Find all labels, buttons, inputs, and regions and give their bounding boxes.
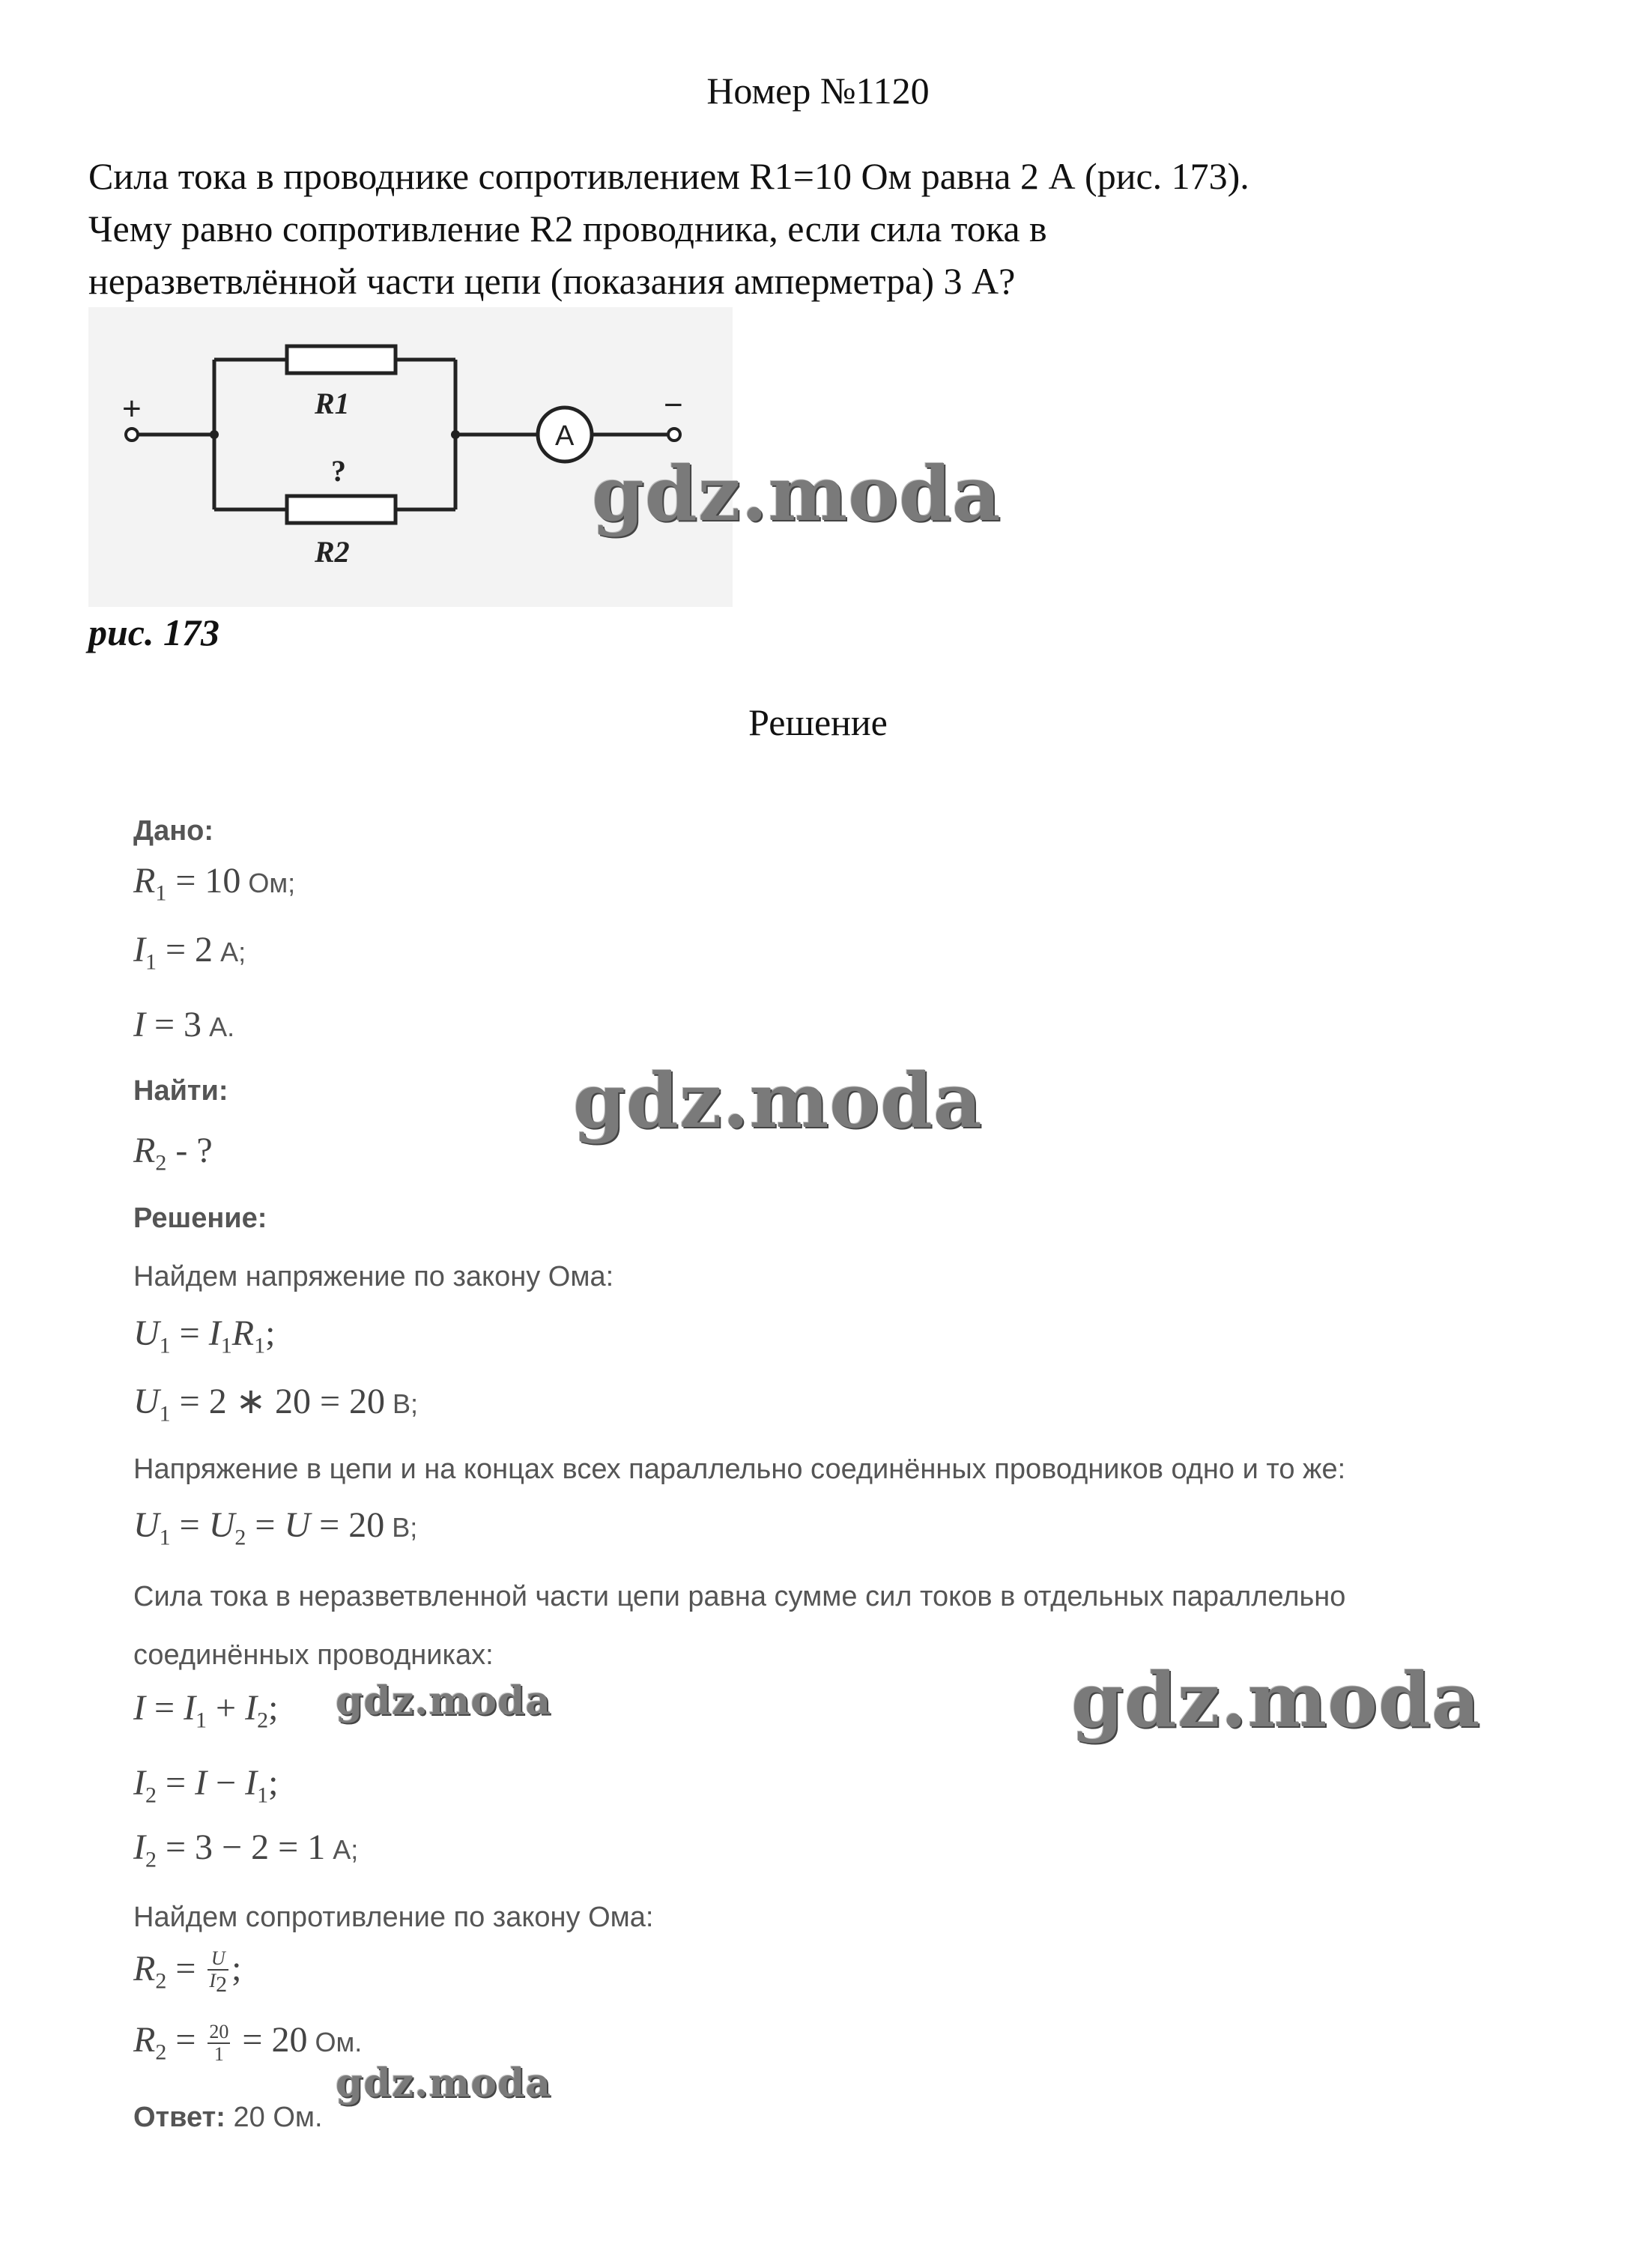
given-i1-subscript: 1: [145, 949, 157, 975]
solution-heading: Решение: [748, 701, 888, 743]
problem-line-2: Чему равно сопротивление R2 проводника, если сила тока в: [88, 208, 1047, 250]
text-parallel-voltage: Напряжение в цепи и на концах всех параллельно соединённых проводников одно и то же:: [133, 1454, 1346, 1485]
watermark-logo: gdz.moda: [1071, 1656, 1481, 1744]
given-r1: [133, 860, 295, 907]
problem-line-1: Сила тока в проводнике сопротивлением R1=10 Ом равна 2 А (рис. 173).: [88, 155, 1249, 197]
answer-label: Ответ:: [133, 2102, 225, 2133]
given-i1-unit: А;: [213, 937, 246, 967]
page-title: Номер №1120: [706, 70, 930, 112]
given-r1-symbol: R: [133, 861, 156, 901]
watermark-logo: gdz.moda: [592, 450, 1002, 538]
given-i-unit: А.: [202, 1011, 235, 1042]
label-plus: +: [122, 390, 142, 427]
answer: [133, 2102, 323, 2134]
find-label: Найти:: [133, 1075, 228, 1107]
text-current-sum-2: соединённых проводниках:: [133, 1639, 494, 1671]
given-i1: [133, 929, 246, 976]
equation-i2-diff: $I_2 = I - I_1$;: [133, 1763, 279, 1808]
given-r1-subscript: 1: [155, 880, 167, 906]
equation-i2-value: $I_2 = 3 - 2 = 1$ А;: [133, 1827, 359, 1872]
terminal-minus: [668, 429, 680, 441]
given-r1-unit: Ом;: [240, 868, 296, 898]
given-r1-value: = 10: [166, 861, 241, 901]
terminal-plus: [126, 429, 138, 441]
given-i-symbol: I: [133, 1005, 145, 1044]
equation-r2-value: $R_2$ = $\frac{20}{1}$ = 20 Ом.: [133, 2020, 363, 2065]
figure-caption: рис. 173: [88, 611, 219, 653]
junction-right: [451, 430, 460, 439]
find-r2-subscript: 2: [155, 1150, 167, 1176]
find-r2-symbol: R: [133, 1131, 156, 1170]
equation-u1-i1r1: $U_1 = I_1R_1$;: [133, 1313, 276, 1358]
given-i: [133, 1004, 234, 1045]
junction-left: [210, 430, 219, 439]
text-ohm-voltage: Найдем напряжение по закону Ома:: [133, 1261, 614, 1292]
resistor-r1: [287, 346, 396, 373]
watermark-logo: gdz.moda: [336, 2060, 552, 2106]
label-r1: R1: [315, 387, 350, 420]
equation-r2-formula: $R_2$ = $\frac{U}{I_2}$ ;: [133, 1947, 242, 1998]
label-minus: −: [664, 387, 683, 423]
watermark-logo: gdz.moda: [573, 1056, 983, 1145]
find-r2-rest: - ?: [166, 1131, 213, 1170]
label-unknown: ?: [331, 454, 346, 488]
find-r2: [133, 1130, 213, 1176]
watermark-logo: gdz.moda: [336, 1678, 552, 1724]
solution-label: Решение:: [133, 1203, 267, 1234]
given-i1-value: = 2: [156, 930, 213, 970]
text-current-sum-1: Сила тока в неразветвленной части цепи равна сумме сил токов в отдельных параллельно: [133, 1581, 1346, 1612]
label-ammeter: A: [555, 420, 575, 452]
label-r2: R2: [315, 535, 350, 569]
given-i-value: = 3: [145, 1005, 202, 1044]
given-label: Дано:: [133, 815, 214, 847]
text-ohm-resistance: Найдем сопротивление по закону Ома:: [133, 1902, 654, 1933]
given-i1-symbol: I: [133, 930, 145, 970]
equation-voltage-equal: $U_1 = U_2 = U = 20$ В;: [133, 1505, 418, 1550]
equation-current-sum: $I = I_1 + I_2$;: [133, 1688, 279, 1733]
equation-u1-value: $U_1 = 2$ ∗ 20 = 20 В;: [133, 1382, 419, 1427]
problem-line-3: неразветвлённой части цепи (показания амперметра) 3 А?: [88, 260, 1016, 302]
answer-value: 20 Ом.: [225, 2102, 323, 2133]
problem-statement: [88, 150, 1572, 307]
resistor-r2: [287, 496, 396, 523]
